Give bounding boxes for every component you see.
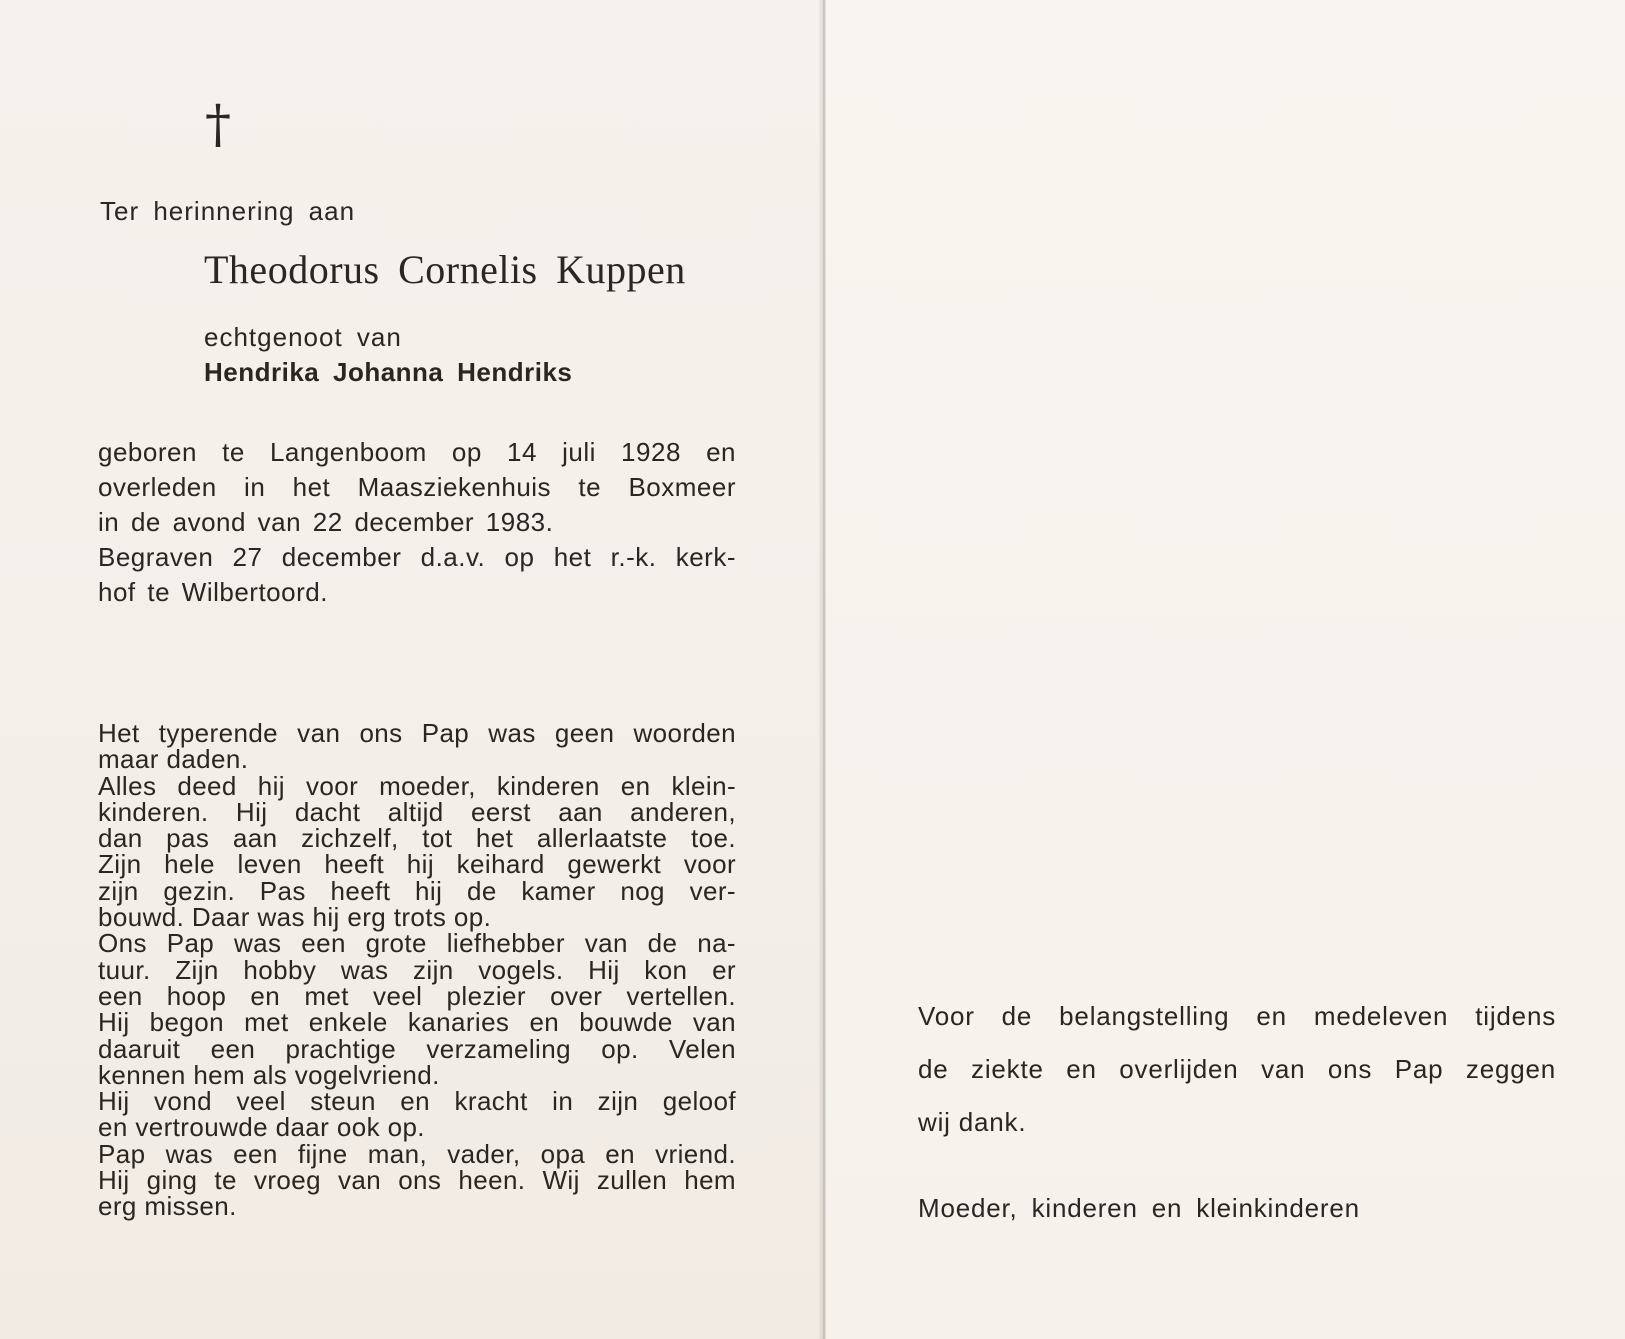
- cross-icon: †: [205, 95, 231, 155]
- tribute-line: bouwd. Daar was hij erg trots op.: [98, 902, 492, 933]
- tribute-line: kennen hem als vogelvriend.: [98, 1059, 440, 1090]
- bio-line: geboren te Langenboom op 14 juli 1928 en: [98, 437, 736, 467]
- tribute-line: Ons Pap was een grote liefhebber van de na-: [98, 928, 736, 959]
- tribute-line: kinderen. Hij dacht altijd eerst aan anderen,: [98, 796, 736, 827]
- bio-line: in de avond van 22 december 1983.: [98, 507, 554, 537]
- tribute-line: daaruit een prachtige verzameling op. Velen: [98, 1033, 736, 1064]
- bio-line: hof te Wilbertoord.: [98, 577, 328, 607]
- intro-text: Ter herinnering aan: [100, 196, 356, 226]
- tribute-line: zijn gezin. Pas heeft hij de kamer nog ver-: [98, 875, 736, 906]
- thanks-line: Voor de belangstelling en medeleven tijdens: [918, 1001, 1556, 1031]
- tribute-line: een hoop en met veel plezier over vertellen.: [98, 980, 736, 1011]
- tribute-line: Hij ging te vroeg van ons heen. Wij zullen hem: [98, 1165, 736, 1196]
- spouse-label: echtgenoot van: [204, 322, 402, 352]
- tribute-line: Hij begon met enkele kanaries en bouwde van: [98, 1007, 736, 1038]
- thanks-line: wij dank.: [918, 1107, 1027, 1137]
- tribute-line: Zijn hele leven heeft hij keihard gewerkt voor: [98, 849, 736, 880]
- thanks-line: de ziekte en overlijden van ons Pap zeggen: [918, 1054, 1556, 1084]
- spouse-name: Hendrika Johanna Hendriks: [204, 357, 573, 387]
- bio-line: overleden in het Maasziekenhuis te Boxmeer: [98, 472, 736, 502]
- signature: Moeder, kinderen en kleinkinderen: [918, 1193, 1360, 1223]
- tribute-line: tuur. Zijn hobby was zijn vogels. Hij kon er: [98, 954, 736, 985]
- tribute-line: Pap was een fijne man, vader, opa en vriend.: [98, 1138, 736, 1169]
- bio-line: Begraven 27 december d.a.v. op het r.-k. kerk-: [98, 542, 736, 572]
- tribute-line: dan pas aan zichzelf, tot het allerlaatste toe.: [98, 823, 736, 854]
- tribute-line: maar daden.: [98, 744, 249, 775]
- thanks-text: [918, 990, 1556, 1149]
- tribute-line: erg missen.: [98, 1191, 237, 1222]
- tribute-text: [98, 720, 736, 1220]
- tribute-line: Het typerende van ons Pap was geen woorden: [98, 718, 736, 748]
- tribute-line: Alles deed hij voor moeder, kinderen en klein-: [98, 770, 736, 801]
- tribute-line: Hij vond veel steun en kracht in zijn geloof: [98, 1086, 736, 1117]
- deceased-name: Theodorus Cornelis Kuppen: [204, 247, 686, 292]
- biography: [98, 435, 736, 610]
- tribute-line: en vertrouwde daar ook op.: [98, 1112, 425, 1143]
